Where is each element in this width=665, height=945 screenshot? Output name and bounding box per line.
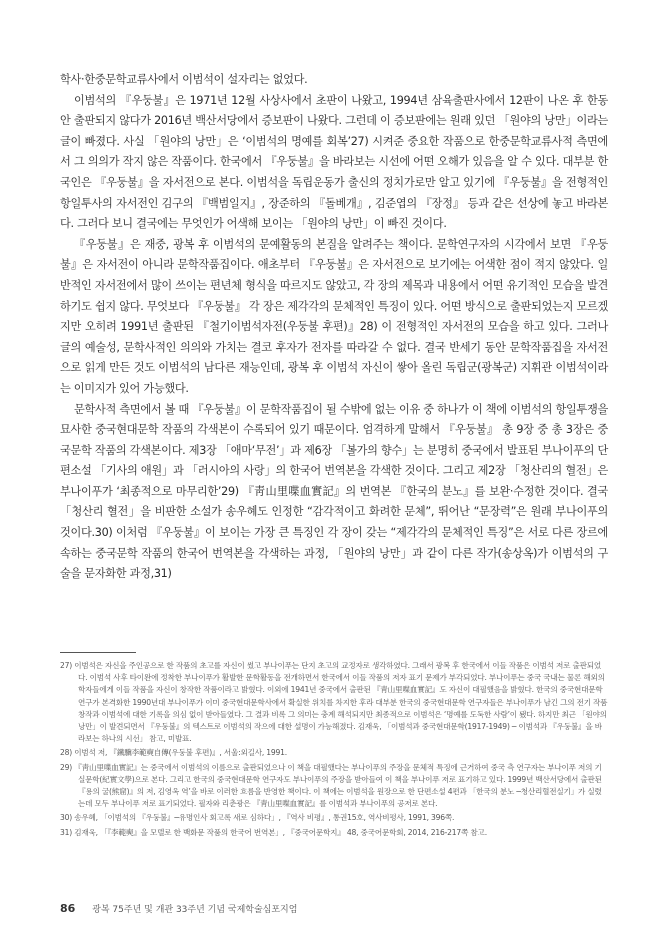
paragraph: 문학사적 측면에서 볼 때 『우둥불』이 문학작품집이 될 수밖에 없는 이유 중 하나가 이 책에 이범석의 항일투쟁을 묘사한 중국현대문학 작품의 각색본이 수록되어 있기 때문이다. 엄격하게 말해서 『우둥불』 총 9장 중 총 3장은 중국문학 작품의 각색본이다. 제3장 「애마‘무전’」과 제6장 「볼가의 향수」는 분명히 중국에서 발표된 부나이푸의 단편소설 「기사의 애원」과 「러시아의 사랑」의 한국어 번역본을 각색한 것이다. 그리고 제2장 「청산리의 혈전」은 부나이푸가 ‘최종적으로 마무리한’29) 『靑山里喋血實記』의 번역본 『한국의 분노』를 보완·수정한 것이다. 결국 「청산리 혈전」을 비판한 소설가 송우혜도 인정한 “감각적이고 화려한 문체”, 뛰어난 “문장력”은 원래 부나이푸의 것이다.30) 이처럼 『우둥불』이 보이는 가장 큰 특징인 각 장이 갖는 “제각각의 문체적인 특징”은 서로 다른 장르에 속하는 중국문학 작품의 한국어 번역본을 각색하는 과정, 「원야의 낭만」과 같이 다른 작가(송상옥)가 이범석의 구술을 문자화한 과정,31) xyxy=(60,402,608,581)
footnote: 31) 김재욱, 「『李範奭』을 모델로 한 백화문 작품의 한국어 번역본」, 『중국어문학지』 48, 중국어문학회, 2014, 216-217쪽 참고. xyxy=(60,827,487,837)
footnote: 28) 이범석 저, 『鐵驥李範奭自傳(우둥불 후편)』, 서울:외길사, 1991. xyxy=(60,748,288,758)
footnote-divider xyxy=(60,652,136,653)
footnote: 30) 송우혜, 「이범석의 『우둥불』─유명인사 회고록 새로 심하다」, 『역사 비평』, 통권15호, 역사비평사, 1991, 396쪽. xyxy=(60,813,455,823)
page-number: 86 xyxy=(60,902,76,915)
paragraph: 학사·한중문학교류사에서 이범석이 설자리는 없었다. xyxy=(60,73,308,86)
main-text xyxy=(60,70,608,585)
paragraph: 『우둥불』은 재중, 광복 후 이범석의 문예활동의 본질을 알려주는 책이다. 문학연구자의 시각에서 보면 『우둥불』은 자서전이 아니라 문학작품집이다. 애초부터 『우둥불』은 자서전으로 보기에는 어색한 점이 적지 않았다. 일반적인 자서전에서 많이 쓰이는 편년체 형식을 따르지도 않았고, 각 장의 제목과 내용에서 어떤 유기적인 모습을 발견하기도 쉽지 않다. 무엇보다 『우둥불』 각 장은 제각각의 문체적인 특징이 있다. 어떤 방식으로 출판되었는지 모르겠지만 오히려 1991년 출판된 『철기이범석자전(우둥불 후편)』28) 이 전형적인 자서전의 모습을 하고 있다. 그러나 글의 예술성, 문학사적인 의의와 가치는 결코 후자가 전자를 따라갈 수 없다. 결국 반세기 동안 문학작품집을 자서전으로 읽게 만든 것도 이범석의 남다른 재능인데, 광복 후 이범석 자신이 쌓아 올린 독립군(광복군) 지휘관 이범석이라는 이미지가 있어 가능했다. xyxy=(60,237,608,395)
footnote: 29) 『靑山里喋血實記』는 중국에서 이범석의 이름으로 출판되었으나 이 책을 대필했다는 부나이푸의 주장을 문체적 특징에 근거하여 중국 측 연구자는 부나이푸 저의 기실문학(紀實文學)으로 본다. 그리고 한국의 중국현대문학 연구자도 부나이푸의 주장을 받아들여 이 책을 부나이푸 저로 표기하고 있다. 1999년 백산서당에서 출판된 『용의 굴(熊窟)』의 저, 김영옥 역’을 바로 이러한 흐름을 반영한 책이다. 이 책에는 이범석을 원장으로 한 단편소설 4편과 「한국의 분노 ─청산리혈전실기」가 실렸는데 모두 부나이푸 저로 표기되었다. 필자와 리춘광은 『靑山里喋血實記』를 이범석과 부나이푸의 공저로 본다. xyxy=(60,762,602,809)
paragraph: 이범석의 『우둥불』은 1971년 12월 사상사에서 초판이 나왔고, 1994년 삼육출판사에서 12판이 나온 후 한동안 출판되지 않다가 2016년 백산서당에서 증보판이 나왔다. 그런데 이 증보판에는 원래 있던 「원야의 낭만」이라는 글이 빠졌다. 사실 「원야의 낭만」은 ‘이범석의 명예를 회복’27) 시켜준 중요한 작품으로 한중문학교류사적 측면에서 그 의의가 작지 않은 작품이다. 한국에서 『우둥불』을 바라보는 시선에 어떤 오해가 있음을 알 수 있다. 대부분 한국인은 『우둥불』을 자서전으로 본다. 이범석을 독립운동가 출신의 정치가로만 알고 있기에 『우둥불』을 전형적인 항일투사의 자서전인 김구의 『백범일지』, 장준하의 『돌베개』, 김준엽의 『장정』 등과 같은 선상에 놓고 바라본다. 그러다 보니 결국에는 무엇인가 어색해 보이는 「원야의 낭만」이 빠진 것이다. xyxy=(60,93,608,231)
running-title: 광복 75주년 및 개관 33주년 기념 국제학술심포지엄 xyxy=(92,905,298,915)
footnote: 27) 이범석은 자신을 주인공으로 한 작품의 초고를 자신이 썼고 부나이푸는 단지 초고의 교정자로 생각하였다. 그래서 광복 후 한국에서 이들 작품은 이범석 저로 출판되었다. 이범석 사후 타이완에 정착한 부나이푸가 활발한 문학활동을 전개하면서 한국에서 이들 작품의 저자 표기 문제가 부각되었다. 부나이푸는 중국 국내는 물론 해외의 학자들에게 이들 작품을 자신이 창작한 작품이라고 밝혔다. 이외에 1941년 중국에서 출판된 『靑山里喋血實記』도 자신이 대필했음을 밝혔다. 한국의 중국현대문학 연구가 본격화한 1990년대 부나이푸가 이미 중국현대문학사에서 확실한 위치를 차지한 후라 대부분 한국의 중국현대문학 연구자들은 부나이푸가 남긴 그의 전기 작품 창작과 이범석에 대한 기록을 의심 없이 받아들였다. 그 결과 비록 그 의미는 충계 해석되지만 최종적으로 이범석은 ‘명예를 도둑한 사람’이 됐다. 하지만 최근 「원야의 낭만」이 발견되면서 『우둥불』의 텍스트로 이범석의 작으에 대한 설명이 가능해졌다. 김재욱, 「이범석과 중국현대문학(1917-1949) ─ 이범석과 『우둥불』을 바라보는 하나의 시선」 참고, 미발표. xyxy=(60,661,608,744)
page-footer xyxy=(60,902,608,915)
footnotes xyxy=(60,660,608,841)
